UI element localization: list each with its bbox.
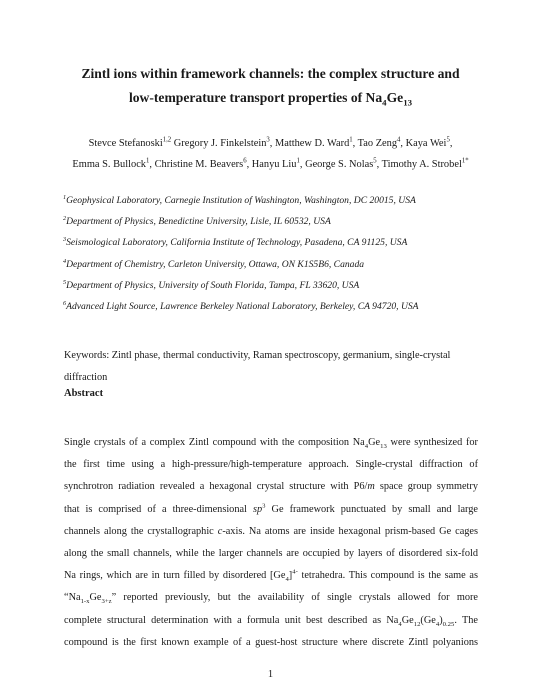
abstract-italic: m bbox=[367, 481, 375, 493]
keywords-label: Keywords bbox=[64, 350, 107, 361]
abstract-text: were synthesized for bbox=[386, 437, 478, 448]
author-name: , Kaya Wei bbox=[400, 138, 447, 149]
abstract-text: Na rings, which are in turn filled by disordered [Ge bbox=[64, 570, 286, 582]
affiliation-number: 5 bbox=[63, 278, 67, 286]
author-affiliation-marker: 1 bbox=[296, 157, 300, 165]
author-affiliation-marker: 1,2 bbox=[162, 136, 172, 144]
abstract-subscript: 3+z bbox=[101, 598, 112, 606]
abstract-subscript: 4 bbox=[285, 576, 289, 584]
affiliation-text: Seismological Laboratory, California Institute of Technology, Pasadena, CA 91125, USA bbox=[66, 237, 408, 249]
title-text: low-temperature transport properties of Na bbox=[128, 90, 383, 105]
affiliation bbox=[63, 190, 503, 211]
abstract-subscript: 4 bbox=[435, 620, 440, 628]
affiliation-text: Department of Physics, Benedictine University, Lisle, IL 60532, USA bbox=[66, 216, 331, 228]
affiliation bbox=[63, 211, 503, 232]
abstract-subscript: 4 bbox=[364, 443, 369, 451]
abstract-heading: Abstract bbox=[64, 388, 104, 399]
abstract-text: -axis. Na atoms are inside hexagonal prism-based Ge cages bbox=[222, 525, 479, 537]
affiliation-text: Advanced Light Source, Lawrence Berkeley National Laboratory, Berkeley, CA 94720, USA bbox=[66, 301, 419, 313]
abstract-text: ] bbox=[288, 570, 293, 582]
abstract-text: space group symmetry bbox=[374, 481, 478, 493]
abstract-line bbox=[64, 432, 478, 454]
author-line-1 bbox=[30, 133, 511, 154]
author-affiliation-marker: 1 bbox=[349, 136, 353, 144]
author-affiliation-marker: 5 bbox=[446, 136, 450, 144]
affiliation-number: 4 bbox=[63, 257, 67, 265]
author-affiliation-marker: 3 bbox=[266, 136, 270, 144]
abstract-text: Ge framework punctuated by small and large bbox=[265, 503, 478, 515]
author-affiliation-marker: 4 bbox=[397, 136, 401, 144]
affiliation-number: 1 bbox=[63, 193, 67, 201]
abstract-text: Ge bbox=[368, 437, 381, 448]
author-affiliation-marker: 1* bbox=[461, 157, 469, 165]
abstract-text: Ge bbox=[89, 592, 102, 604]
affiliation bbox=[63, 254, 503, 275]
author-name: , Timothy A. Strobel bbox=[376, 159, 462, 170]
abstract-line: the first time using a high-pressure/high-temperature approach. Single-crystal diffraction of bbox=[64, 459, 478, 471]
affiliation-list bbox=[63, 190, 503, 317]
abstract-text: . The bbox=[454, 614, 478, 626]
keywords bbox=[64, 345, 478, 389]
abstract-italic: sp bbox=[252, 503, 263, 515]
abstract-subscript: 1-x bbox=[80, 598, 90, 606]
abstract-text: that is comprised of a three-dimensional bbox=[64, 503, 253, 515]
author-affiliation-marker: 5 bbox=[373, 157, 377, 165]
abstract-text: tetrahedra. This compound is the same as bbox=[297, 570, 478, 582]
author-name: , Tao Zeng bbox=[352, 138, 398, 149]
author-name: , Christine M. Beavers bbox=[149, 159, 244, 170]
title-subscript: 13 bbox=[403, 97, 413, 108]
title-text: Ge bbox=[386, 90, 404, 105]
affiliation-number: 2 bbox=[63, 215, 67, 223]
author-affiliation-marker: 6 bbox=[243, 157, 247, 165]
abstract-line bbox=[64, 499, 478, 521]
abstract-superscript: 3 bbox=[262, 502, 266, 510]
abstract-superscript: 4- bbox=[292, 568, 298, 576]
author-name: , Matthew D. Ward bbox=[269, 138, 350, 149]
title-line-1: Zintl ions within framework channels: the complex structure and bbox=[81, 66, 460, 81]
abstract-text: channels along the crystallographic bbox=[64, 525, 218, 537]
affiliation-number: 6 bbox=[63, 299, 67, 307]
title-line-2 bbox=[40, 86, 501, 110]
author-affiliation-marker: 1 bbox=[146, 157, 150, 165]
author-list bbox=[30, 133, 511, 175]
author-name: Emma S. Bullock bbox=[72, 159, 147, 170]
author-separator: , bbox=[449, 138, 453, 149]
abstract-line bbox=[64, 587, 478, 609]
abstract-body bbox=[64, 432, 478, 654]
abstract-line bbox=[64, 610, 478, 632]
abstract-text: “Na bbox=[64, 592, 81, 604]
abstract-subscript: 13 bbox=[380, 443, 387, 451]
abstract-text: Ge bbox=[401, 614, 414, 626]
title-subscript: 4 bbox=[382, 97, 387, 108]
abstract-subscript: 4 bbox=[398, 620, 402, 628]
author-name: Gregory J. Finkelstein bbox=[171, 138, 267, 149]
abstract-text: (Ge bbox=[420, 614, 436, 626]
affiliation bbox=[63, 275, 503, 296]
paper-title bbox=[40, 62, 501, 110]
author-line-2 bbox=[30, 154, 511, 175]
abstract-italic: c bbox=[217, 525, 223, 537]
abstract-line: along the small channels, while the larger channels are occupied by layers of disordered six-fold bbox=[64, 548, 478, 560]
affiliation-number: 3 bbox=[63, 236, 67, 244]
author-name: , George S. Nolas bbox=[299, 159, 374, 170]
abstract-line bbox=[64, 521, 478, 543]
keywords-text: : Zintl phase, thermal conductivity, Raman spectroscopy, germanium, single-crystal diffraction bbox=[64, 350, 451, 383]
affiliation bbox=[63, 232, 503, 253]
abstract-text: Single crystals of a complex Zintl compound with the composition Na bbox=[64, 437, 365, 448]
abstract-text: ” reported previously, but the availability of single crystals allowed for more bbox=[111, 592, 478, 604]
abstract-subscript: 0.25 bbox=[442, 620, 455, 628]
page-number: 1 bbox=[267, 669, 274, 680]
abstract-line: compound is the first known example of a guest-host structure where discrete Zintl polyanions bbox=[64, 636, 478, 648]
affiliation-text: Department of Chemistry, Carleton University, Ottawa, ON K1S5B6, Canada bbox=[66, 258, 365, 270]
abstract-line bbox=[64, 565, 478, 587]
affiliation-text: Department of Physics, University of South Florida, Tampa, FL 33620, USA bbox=[66, 279, 360, 291]
affiliation-text: Geophysical Laboratory, Carnegie Institution of Washington, Washington, DC 20015, USA bbox=[66, 195, 416, 206]
abstract-subscript: 12 bbox=[413, 620, 421, 628]
affiliation bbox=[63, 296, 503, 317]
author-name: Stevce Stefanoski bbox=[88, 138, 163, 149]
abstract-text: synchrotron radiation revealed a hexagonal crystal structure with P6/ bbox=[64, 481, 368, 493]
abstract-line bbox=[64, 476, 478, 498]
author-name: , Hanyu Liu bbox=[246, 159, 297, 170]
abstract-text: ) bbox=[439, 614, 443, 626]
abstract-text: complete structural determination with a formula unit best described as Na bbox=[64, 614, 399, 626]
